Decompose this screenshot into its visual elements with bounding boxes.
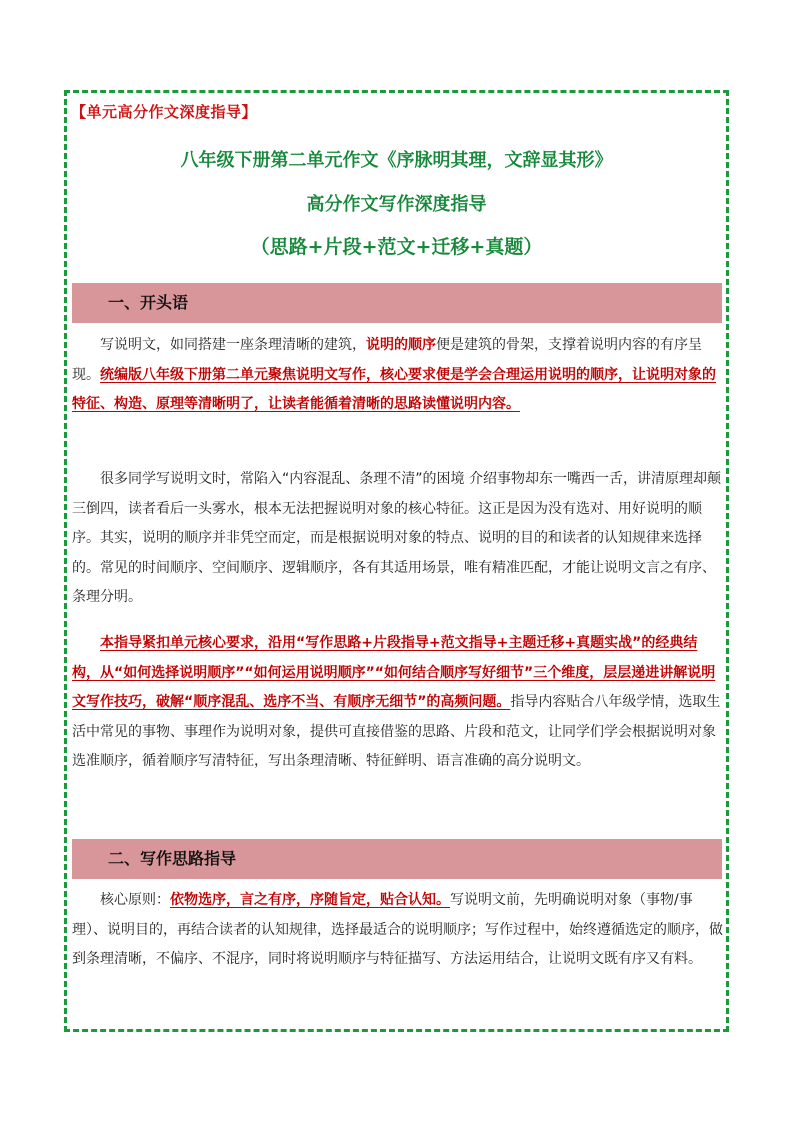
unit-tag: 【单元高分作文深度指导】 (71, 103, 258, 121)
principle-paragraph (72, 886, 724, 975)
intro-text-a: 写说明文，如同搭建一座条理清晰的建筑， (100, 337, 366, 353)
structure-title: （思路+片段+范文+迁移+真题） (250, 236, 543, 258)
intro-paragraph (72, 331, 724, 420)
keyword-order: 说明的顺序 (366, 337, 436, 353)
principle-highlight: 依物选序，言之有序，序随旨定，贴合认知。 (170, 892, 450, 908)
guide-highlight: 本指导紧扣单元核心要求，沿用“写作思路+片段指导+范文指导+主题迁移+真题实战”的经典结构，从“如何选择说明顺序”“如何运用说明顺序”“如何结合顺序写好细节”三个维度，层层递进讲解说明文写作技巧，破解“顺序混乱、选序不当、有顺序无细节”的高频问题。 (72, 635, 716, 710)
principle-label: 核心原则： (100, 892, 170, 908)
intro-text-c: 便是建筑的骨架，支撑着说明内容的有序呈现。 (72, 337, 702, 383)
section-heading-intro: 一、开头语 (72, 283, 722, 323)
guide-paragraph (72, 629, 724, 777)
intro-highlight: 统编版八年级下册第二单元聚焦说明文写作，核心要求便是学会合理运用说明的顺序，让说明对象的特征、构造、原理等清晰明了，让读者能循着清晰的思路读懂说明内容。 (72, 366, 716, 412)
problem-paragraph: 很多同学写说明文时，常陷入“内容混乱、条理不清”的困境 介绍事物却东一嘴西一舌，讲清原理却颠三倒四，读者看后一头雾水，根本无法把握说明对象的核心特征。这正是因为没有选对、用好说明的顺序。其实，说明的顺序并非凭空而定，而是根据说明对象的特点、说明的目的和读者的认知规律来选择的。常见的时间顺序、空间顺序、逻辑顺序，各有其适用场景，唯有精准匹配，才能让说明文言之有序、条理分明。 (72, 471, 721, 605)
section-heading-writing-ideas: 二、写作思路指导 (72, 839, 722, 879)
sub-title: 高分作文写作深度指导 (306, 194, 487, 215)
main-title: 八年级下册第二单元作文《序脉明其理，文辞显其形》 (180, 150, 613, 171)
guide-text: 指导内容贴合八年级学情，选取生活中常见的事物、事理作为说明对象，提供可直接借鉴的思路、片段和范文，让同学们学会根据说明对象选准顺序，循着顺序写清特征，写出条理清晰、特征鲜明、语言准确的高分说明文。 (72, 694, 721, 769)
principle-text: 写说明文前，先明确说明对象（事物/事理）、说明目的，再结合读者的认知规律，选择最适合的说明顺序；写作过程中，始终遵循选定的顺序，做到条理清晰，不偏序、不混序，同时将说明顺序与特征描写、方法运用结合，让说明文既有序又有料。 (72, 892, 723, 967)
